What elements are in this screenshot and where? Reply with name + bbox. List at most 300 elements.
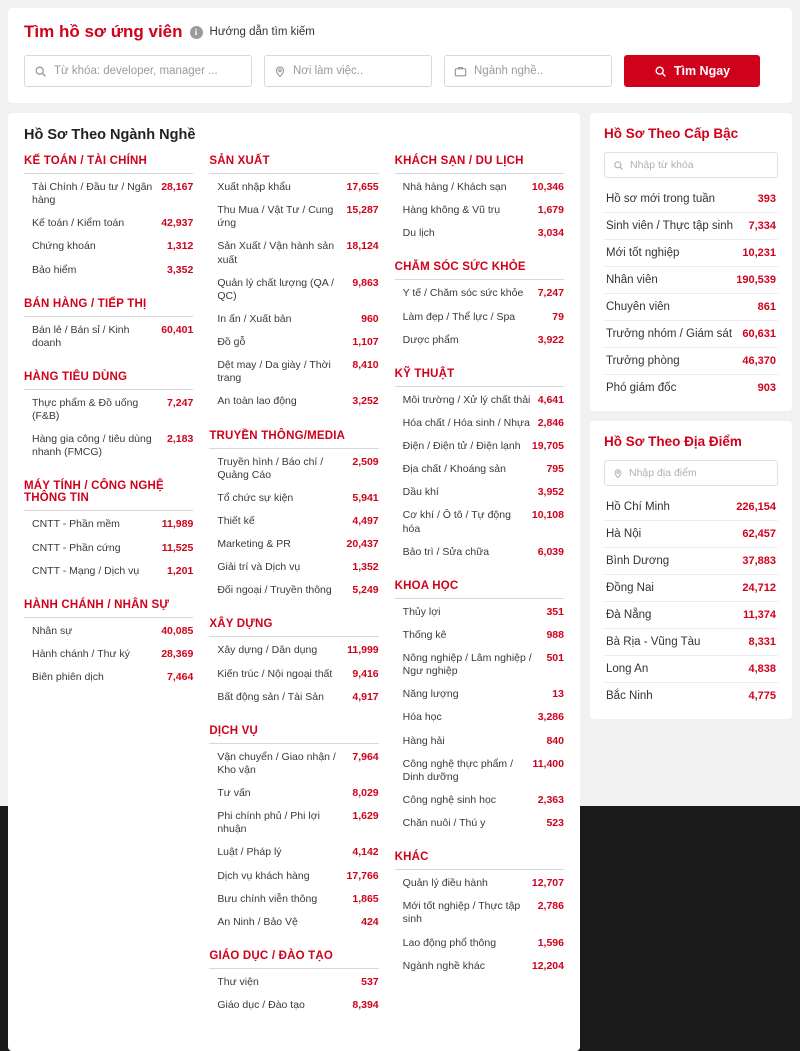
category-item-label: Thực phẩm & Đồ uống (F&B) (32, 396, 139, 422)
category-item[interactable] (395, 683, 564, 706)
category-item[interactable] (209, 199, 378, 235)
category-item-count: 11,999 (347, 644, 379, 657)
category-item[interactable] (395, 789, 564, 812)
category-group (395, 155, 564, 245)
industry-column-2 (209, 155, 378, 1033)
level-filter-placeholder: Nhập từ khóa (630, 159, 694, 171)
category-item-label: Thư viện (217, 975, 259, 988)
category-group (24, 155, 193, 282)
category-item-count: 17,655 (346, 181, 379, 193)
location-filter-input[interactable] (604, 460, 778, 486)
category-item-label: Dịch vụ khách hàng (217, 869, 310, 882)
category-item-count: 9,863 (352, 276, 379, 289)
category-item-label: Bán lẻ / Bán sỉ / Kinh doanh (32, 323, 130, 349)
category-item-label: Quản lý chất lượng (QA / QC) (217, 276, 334, 302)
category-heading: MÁY TÍNH / CÔNG NGHỆ THÔNG TIN (24, 480, 193, 511)
level-item-count: 861 (757, 301, 776, 313)
category-item[interactable] (209, 911, 378, 934)
category-item-label: Kiến trúc / Nội ngoại thất (217, 667, 333, 680)
category-item-count: 1,865 (352, 892, 379, 905)
map-pin-icon (274, 65, 286, 78)
category-item-label: Năng lượng (402, 688, 459, 701)
category-item[interactable] (209, 888, 378, 911)
category-item[interactable] (24, 235, 193, 258)
category-item-label: Thủy lợi (402, 605, 441, 618)
category-item[interactable] (395, 706, 564, 729)
category-item[interactable] (209, 556, 378, 579)
category-item-count: 795 (546, 463, 564, 476)
category-item[interactable] (395, 282, 564, 305)
category-heading: TRUYỀN THÔNG/MEDIA (209, 430, 378, 449)
category-item-label: Mới tốt nghiệp / Thực tập sinh (402, 900, 521, 926)
level-item-label: Nhân viên (606, 274, 658, 286)
category-item[interactable] (24, 212, 193, 235)
category-item-label: Nhân sự (32, 624, 73, 637)
industry-panel-title: Hồ Sơ Theo Ngành Nghề (24, 127, 196, 143)
category-item-count: 1,596 (537, 936, 564, 949)
search-button-icon (654, 65, 667, 78)
category-item-count: 2,363 (537, 793, 564, 806)
category-item-count: 537 (361, 975, 379, 988)
category-item-label: CNTT - Phần mềm (32, 518, 120, 531)
level-item[interactable] (604, 321, 778, 348)
category-heading: KẾ TOÁN / TÀI CHÍNH (24, 155, 193, 174)
category-item-label: Cơ khí / Ô tô / Tự động hóa (402, 509, 511, 535)
category-item-count: 10,108 (531, 509, 564, 522)
category-item[interactable] (395, 730, 564, 753)
category-heading: DỊCH VỤ (209, 725, 378, 744)
category-item-label: Hàng hải (402, 734, 445, 747)
industry-column-3 (395, 155, 564, 1033)
category-item-count: 5,249 (352, 584, 379, 597)
category-heading: XÂY DỰNG (209, 618, 378, 637)
category-item[interactable] (24, 666, 193, 689)
search-input[interactable] (24, 55, 252, 87)
location-input[interactable] (264, 55, 432, 87)
category-item[interactable] (209, 235, 378, 271)
category-item-count: 11,400 (532, 757, 564, 770)
category-item[interactable] (209, 805, 378, 841)
category-item-label: CNTT - Mạng / Dịch vụ (32, 564, 140, 577)
location-item[interactable] (604, 548, 778, 575)
category-item[interactable] (24, 428, 193, 464)
category-item[interactable] (395, 435, 564, 458)
category-item[interactable] (395, 199, 564, 222)
category-item-count: 3,252 (352, 395, 379, 408)
category-item[interactable] (395, 647, 564, 683)
level-item-label: Trưởng phòng (606, 355, 680, 367)
category-item-count: 840 (546, 734, 564, 747)
category-item[interactable] (209, 663, 378, 686)
category-item[interactable] (395, 306, 564, 329)
category-item-count: 3,952 (537, 486, 564, 499)
location-item-label: Đồng Nai (606, 582, 654, 594)
category-item-count: 4,142 (352, 846, 379, 859)
category-item[interactable] (395, 601, 564, 624)
category-item[interactable] (209, 176, 378, 199)
category-item-label: Lao động phổ thông (402, 936, 497, 949)
category-item[interactable] (395, 624, 564, 647)
category-item-label: Sản Xuất / Vận hành sản xuất (217, 240, 335, 266)
category-heading: HÀNH CHÁNH / NHÂN SỰ (24, 599, 193, 618)
location-item-label: Hồ Chí Minh (606, 501, 670, 513)
level-item-label: Mới tốt nghiệp (606, 247, 680, 259)
category-item[interactable] (209, 533, 378, 556)
location-item-count: 4,838 (748, 663, 776, 675)
category-group (209, 618, 378, 708)
category-item-count: 79 (552, 310, 564, 323)
location-item[interactable] (604, 683, 778, 709)
level-item[interactable] (604, 186, 778, 213)
category-item-count: 4,497 (352, 514, 379, 527)
category-item-count: 988 (546, 628, 564, 641)
location-item-label: Long An (606, 663, 649, 675)
category-item-label: Dầu khí (402, 486, 439, 499)
category-item-label: Tư vấn (217, 787, 251, 799)
category-group (209, 155, 378, 414)
category-item[interactable] (24, 392, 193, 428)
category-heading: KỸ THUẬT (395, 368, 564, 387)
search-panel (8, 8, 792, 103)
category-item-label: Địa chất / Khoáng sản (402, 463, 506, 476)
category-item[interactable] (395, 504, 564, 540)
category-item-label: Công nghệ thực phẩm / Dinh dưỡng (402, 757, 514, 783)
category-item-label: An Ninh / Bảo Vệ (217, 915, 298, 928)
category-item-label: Giáo dục / Đào tạo (217, 999, 305, 1011)
industry-columns (24, 155, 564, 1033)
category-item-label: Truyền hình / Báo chí / Quảng Cáo (217, 455, 324, 481)
category-item[interactable] (209, 841, 378, 864)
category-item-label: Thống kê (402, 628, 447, 641)
category-group (209, 430, 378, 603)
page-title: Tìm hồ sơ ứng viên (24, 22, 183, 41)
category-item-count: 28,167 (161, 181, 194, 193)
category-item-label: Dệt may / Da giày / Thời trang (217, 359, 331, 385)
category-item-label: Đối ngoại / Truyền thông (217, 584, 332, 597)
category-group (24, 599, 193, 689)
category-group (395, 261, 564, 351)
category-item[interactable] (209, 746, 378, 782)
level-item[interactable] (604, 375, 778, 401)
location-item-count: 226,154 (736, 501, 776, 513)
category-item[interactable] (24, 620, 193, 643)
category-item-label: Luật / Pháp lý (217, 846, 282, 859)
search-header (24, 22, 776, 42)
level-item-label: Chuyên viên (606, 301, 670, 313)
category-item-count: 3,352 (167, 263, 194, 276)
category-item[interactable] (209, 865, 378, 888)
industry-input[interactable] (444, 55, 612, 87)
category-item-label: Tổ chức sự kiện (217, 491, 294, 504)
category-item-label: Phi chính phủ / Phi lợi nhuận (217, 810, 320, 836)
briefcase-icon (454, 65, 467, 78)
category-item-count: 18,124 (346, 240, 379, 253)
location-item[interactable] (604, 602, 778, 629)
category-item-count: 1,679 (537, 204, 564, 217)
category-item-count: 5,941 (352, 491, 379, 504)
category-item-count: 60,401 (161, 323, 194, 336)
category-item-label: Xuất nhập khẩu (217, 181, 291, 193)
level-item[interactable] (604, 294, 778, 321)
category-item-count: 13 (552, 688, 564, 701)
industry-panel (8, 113, 580, 1051)
category-item[interactable] (395, 541, 564, 564)
category-item[interactable] (209, 639, 378, 662)
category-group (395, 580, 564, 835)
category-item[interactable] (24, 643, 193, 666)
category-item-count: 351 (546, 605, 564, 618)
category-item[interactable] (209, 686, 378, 709)
category-group (24, 298, 193, 355)
category-item-count: 1,201 (167, 564, 194, 577)
category-item-label: Biên phiên dịch (32, 671, 104, 683)
category-item[interactable] (395, 895, 564, 931)
category-item-label: Giải trí và Dịch vụ (217, 561, 301, 574)
category-item-label: Chứng khoán (32, 240, 96, 253)
category-item-count: 4,641 (537, 393, 564, 406)
level-item-label: Hồ sơ mới trong tuần (606, 193, 716, 205)
category-item-label: CNTT - Phần cứng (32, 541, 121, 554)
level-item-count: 10,231 (742, 247, 776, 259)
category-item-label: Vận chuyển / Giao nhận / Kho vận (217, 750, 336, 776)
level-item[interactable] (604, 240, 778, 267)
category-item[interactable] (209, 308, 378, 331)
location-panel-title: Hồ Sơ Theo Địa Điểm (604, 434, 742, 449)
category-item-count: 7,464 (167, 671, 194, 683)
category-item-label: Hành chánh / Thư ký (32, 647, 130, 660)
category-item[interactable] (395, 412, 564, 435)
category-item-count: 12,204 (531, 959, 564, 972)
category-item-label: Thu Mua / Vật Tư / Cung ứng (217, 204, 334, 230)
category-group (24, 371, 193, 465)
search-button[interactable] (624, 55, 760, 87)
level-item-count: 7,334 (748, 220, 776, 232)
location-item-count: 8,331 (748, 636, 776, 648)
category-group (395, 368, 564, 564)
category-item-count: 12,707 (531, 877, 564, 890)
category-item-count: 20,437 (346, 538, 379, 550)
category-item[interactable] (209, 782, 378, 805)
category-item[interactable] (395, 753, 564, 789)
category-item-count: 7,964 (352, 750, 379, 763)
level-item-count: 190,539 (736, 274, 776, 286)
category-item[interactable] (395, 222, 564, 245)
category-item[interactable] (24, 560, 193, 583)
category-item-count: 17,766 (346, 869, 379, 882)
category-item-count: 7,247 (537, 287, 564, 300)
category-item-count: 960 (361, 312, 379, 325)
category-item-label: Điện / Điện tử / Điện lạnh (402, 440, 521, 452)
category-item-count: 8,029 (352, 787, 379, 799)
category-item-count: 19,705 (531, 440, 564, 452)
level-panel-title: Hồ Sơ Theo Cấp Bậc (604, 126, 739, 141)
category-item-label: Nông nghiệp / Lâm nghiệp / Ngư nghiệp (402, 652, 532, 678)
location-item-label: Bình Dương (606, 555, 670, 567)
category-item-count: 2,509 (352, 455, 379, 468)
location-item-label: Bà Rịa - Vũng Tàu (606, 636, 701, 648)
location-item-label: Hà Nội (606, 528, 642, 540)
category-heading: KHÁCH SẠN / DU LỊCH (395, 155, 564, 174)
category-item-count: 1,629 (352, 810, 379, 823)
category-item[interactable] (395, 872, 564, 895)
category-item[interactable] (395, 932, 564, 955)
category-heading: HÀNG TIÊU DÙNG (24, 371, 193, 390)
category-item[interactable] (395, 389, 564, 412)
category-item-label: Công nghệ sinh học (402, 793, 497, 806)
level-item[interactable] (604, 213, 778, 240)
category-item-count: 3,922 (537, 333, 564, 346)
level-item-count: 903 (757, 382, 776, 394)
category-item[interactable] (209, 487, 378, 510)
category-item[interactable] (395, 955, 564, 978)
category-item[interactable] (209, 579, 378, 602)
category-group (209, 950, 378, 1017)
category-item-label: An toàn lao động (217, 395, 297, 408)
location-item[interactable] (604, 629, 778, 656)
search-button-label: Tìm Ngay (673, 64, 731, 78)
category-item-label: Chăn nuôi / Thú y (402, 817, 486, 829)
category-item-label: Hàng gia công / tiêu dùng nhanh (FMCG) (32, 433, 152, 459)
category-item-label: Nhà hàng / Khách sạn (402, 181, 507, 193)
category-item-label: Bảo trì / Sửa chữa (402, 545, 490, 558)
category-item[interactable] (209, 451, 378, 487)
category-heading: BÁN HÀNG / TIẾP THỊ (24, 298, 193, 317)
category-item-count: 501 (546, 652, 564, 664)
location-input-placeholder: Nơi làm việc.. (293, 65, 364, 77)
search-input-placeholder: Từ khóa: developer, manager ... (54, 65, 218, 77)
category-item-count: 2,846 (537, 416, 564, 429)
location-item[interactable] (604, 575, 778, 602)
category-item[interactable] (24, 176, 193, 212)
category-item-label: Kế toán / Kiểm toán (32, 217, 125, 230)
category-heading: GIÁO DỤC / ĐÀO TẠO (209, 950, 378, 969)
location-item[interactable] (604, 521, 778, 548)
category-item-label: Hàng không & Vũ trụ (402, 204, 501, 217)
category-item-label: Y tế / Chăm sóc sức khỏe (402, 287, 524, 300)
category-item-label: Hóa học (402, 711, 442, 724)
level-item[interactable] (604, 267, 778, 294)
category-item-count: 2,786 (537, 900, 564, 913)
category-item[interactable] (395, 176, 564, 199)
content-columns (8, 113, 792, 1051)
category-item[interactable] (24, 259, 193, 282)
category-item[interactable] (209, 390, 378, 413)
category-item-label: Ngành nghề khác (402, 959, 485, 972)
level-item-count: 46,370 (742, 355, 776, 367)
location-item[interactable] (604, 656, 778, 683)
category-item-label: Marketing & PR (217, 538, 291, 550)
category-item-count: 1,107 (352, 336, 379, 348)
category-item-count: 42,937 (161, 217, 194, 230)
location-filter-placeholder: Nhập địa điểm (629, 467, 697, 479)
category-item-label: In ấn / Xuất bản (217, 312, 292, 325)
category-item-count: 7,247 (167, 396, 194, 409)
category-item[interactable] (209, 331, 378, 354)
category-item-count: 11,989 (161, 518, 194, 531)
category-item-label: Đồ gỗ (217, 336, 246, 348)
category-item-label: Dược phẩm (402, 333, 459, 346)
category-item-label: Làm đẹp / Thể lực / Spa (402, 310, 516, 323)
level-item[interactable] (604, 348, 778, 375)
industry-input-placeholder: Ngành nghề.. (474, 65, 544, 77)
category-item-count: 8,394 (352, 999, 379, 1011)
info-icon[interactable]: i (190, 26, 203, 39)
category-item-count: 28,369 (161, 647, 194, 660)
search-icon (34, 65, 47, 78)
category-item-count: 11,525 (161, 541, 194, 554)
level-item-count: 393 (757, 193, 776, 205)
right-column (590, 113, 792, 719)
category-heading: CHĂM SÓC SỨC KHỎE (395, 261, 564, 280)
location-item-count: 4,775 (748, 690, 776, 702)
category-item-count: 4,917 (352, 690, 379, 703)
category-item-count: 8,410 (352, 359, 379, 372)
category-group (209, 725, 378, 934)
category-item-count: 1,312 (167, 240, 194, 253)
category-item[interactable] (209, 994, 378, 1017)
map-pin-icon (613, 468, 623, 479)
category-item-label: Thiết kế (217, 514, 255, 527)
category-item[interactable] (395, 481, 564, 504)
category-item-count: 3,034 (537, 227, 564, 240)
level-filter-input[interactable] (604, 152, 778, 178)
category-item-label: Bưu chính viễn thông (217, 892, 318, 905)
location-item-count: 37,883 (742, 555, 776, 567)
level-item-label: Phó giám đốc (606, 382, 677, 394)
location-item[interactable] (604, 494, 778, 521)
location-item-label: Bắc Ninh (606, 690, 653, 702)
category-item-label: Môi trường / Xử lý chất thải (402, 393, 531, 406)
category-item[interactable] (24, 513, 193, 536)
category-item[interactable] (209, 354, 378, 390)
category-item-count: 15,287 (346, 204, 379, 217)
category-item-label: Bảo hiểm (32, 263, 77, 276)
category-heading: SẢN XUẤT (209, 155, 378, 174)
category-item-count: 40,085 (161, 624, 194, 637)
category-heading: KHOA HỌC (395, 580, 564, 599)
industry-column-1 (24, 155, 193, 1033)
category-item[interactable] (395, 458, 564, 481)
category-item-count: 424 (361, 915, 379, 928)
location-item-count: 62,457 (742, 528, 776, 540)
search-icon (613, 160, 624, 171)
category-group (395, 851, 564, 978)
category-item-count: 1,352 (352, 561, 379, 574)
category-item-count: 6,039 (537, 545, 564, 558)
category-item-label: Hóa chất / Hóa sinh / Nhựa (402, 416, 530, 429)
category-heading: KHÁC (395, 851, 564, 870)
category-item-count: 10,346 (531, 181, 564, 193)
level-panel (590, 113, 792, 411)
category-item[interactable] (395, 812, 564, 835)
category-item[interactable] (395, 329, 564, 352)
category-group (24, 480, 193, 582)
location-item-label: Đà Nẵng (606, 609, 652, 621)
location-item-count: 11,374 (742, 609, 776, 621)
category-item[interactable] (209, 510, 378, 533)
category-item-count: 9,416 (352, 667, 379, 680)
category-item-count: 523 (546, 817, 564, 829)
location-item-count: 24,712 (742, 582, 776, 594)
location-panel (590, 421, 792, 719)
search-guide-link[interactable]: Hướng dẫn tìm kiếm (209, 26, 315, 38)
level-item-label: Trưởng nhóm / Giám sát (606, 328, 733, 340)
category-item[interactable] (209, 272, 378, 308)
category-item[interactable] (24, 319, 193, 355)
category-item[interactable] (209, 971, 378, 994)
category-item[interactable] (24, 537, 193, 560)
level-item-label: Sinh viên / Thực tập sinh (606, 220, 734, 232)
